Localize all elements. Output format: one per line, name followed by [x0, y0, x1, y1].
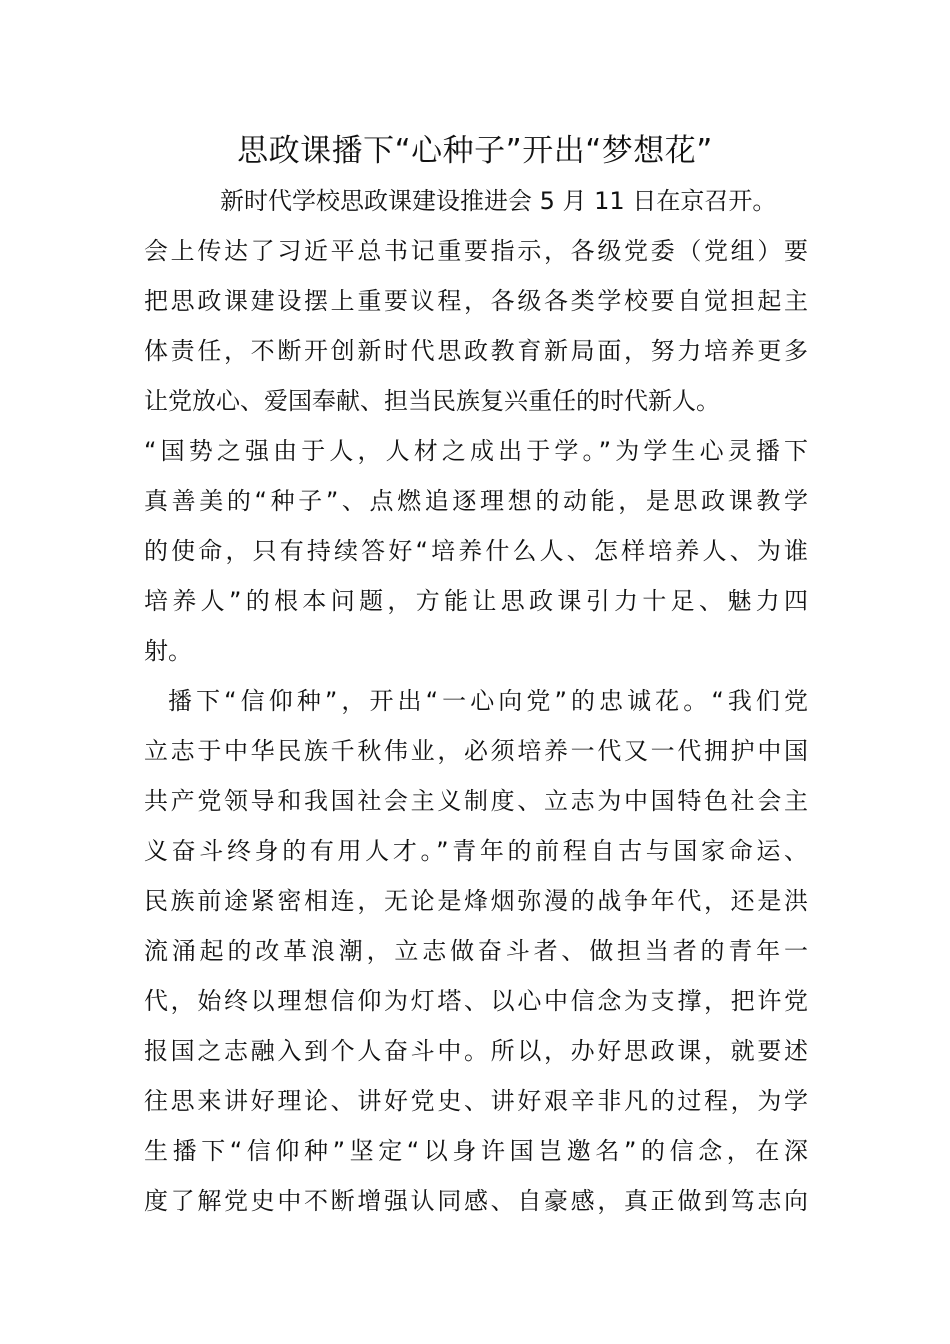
document-title: 思政课播下“心种子”开出“梦想花”	[237, 133, 713, 169]
paragraph-line: “国势之强由于人，人材之成出于学。”为学生心灵播下	[144, 437, 808, 465]
paragraph-line: 的使命，只有持续答好“培养什么人、怎样培养人、为谁	[144, 537, 808, 565]
paragraph-line: 流涌起的改革浪潮，立志做奋斗者、做担当者的青年一	[144, 937, 808, 965]
paragraph-line: 共产党领导和我国社会主义制度、立志为中国特色社会主	[144, 787, 808, 815]
paragraph-line: 真善美的“种子”、点燃追逐理想的动能，是思政课教学	[144, 487, 808, 515]
paragraph-line: 新时代学校思政课建设推进会 5 月 11 日在京召开。	[220, 187, 777, 215]
paragraph-line: 让党放心、爱国奉献、担当民族复兴重任的时代新人。	[144, 387, 720, 415]
paragraph-line: 代，始终以理想信仰为灯塔、以心中信念为支撑，把许党	[144, 987, 808, 1015]
paragraph-line: 度了解党史中不断增强认同感、自豪感，真正做到笃志向	[144, 1187, 808, 1215]
paragraph-line: 会上传达了习近平总书记重要指示，各级党委（党组）要	[144, 237, 808, 265]
paragraph-line: 播下“信仰种”，开出“一心向党”的忠诚花。“我们党	[168, 687, 808, 715]
paragraph-line: 报国之志融入到个人奋斗中。所以，办好思政课，就要述	[144, 1037, 808, 1065]
paragraph-line: 体责任，不断开创新时代思政教育新局面，努力培养更多	[144, 337, 808, 365]
paragraph-line: 培养人”的根本问题，方能让思政课引力十足、魅力四	[144, 587, 808, 615]
paragraph-line: 义奋斗终身的有用人才。”青年的前程自古与国家命运、	[144, 837, 808, 865]
paragraph-line: 往思来讲好理论、讲好党史、讲好艰辛非凡的过程，为学	[144, 1087, 808, 1115]
paragraph-line: 生播下“信仰种”坚定“以身许国岂邀名”的信念，在深	[144, 1137, 808, 1165]
paragraph-line: 射。	[144, 637, 192, 665]
paragraph-line: 民族前途紧密相连，无论是烽烟弥漫的战争年代，还是洪	[144, 887, 808, 915]
paragraph-line: 立志于中华民族千秋伟业，必须培养一代又一代拥护中国	[144, 737, 808, 765]
paragraph-line: 把思政课建设摆上重要议程，各级各类学校要自觉担起主	[144, 287, 808, 315]
